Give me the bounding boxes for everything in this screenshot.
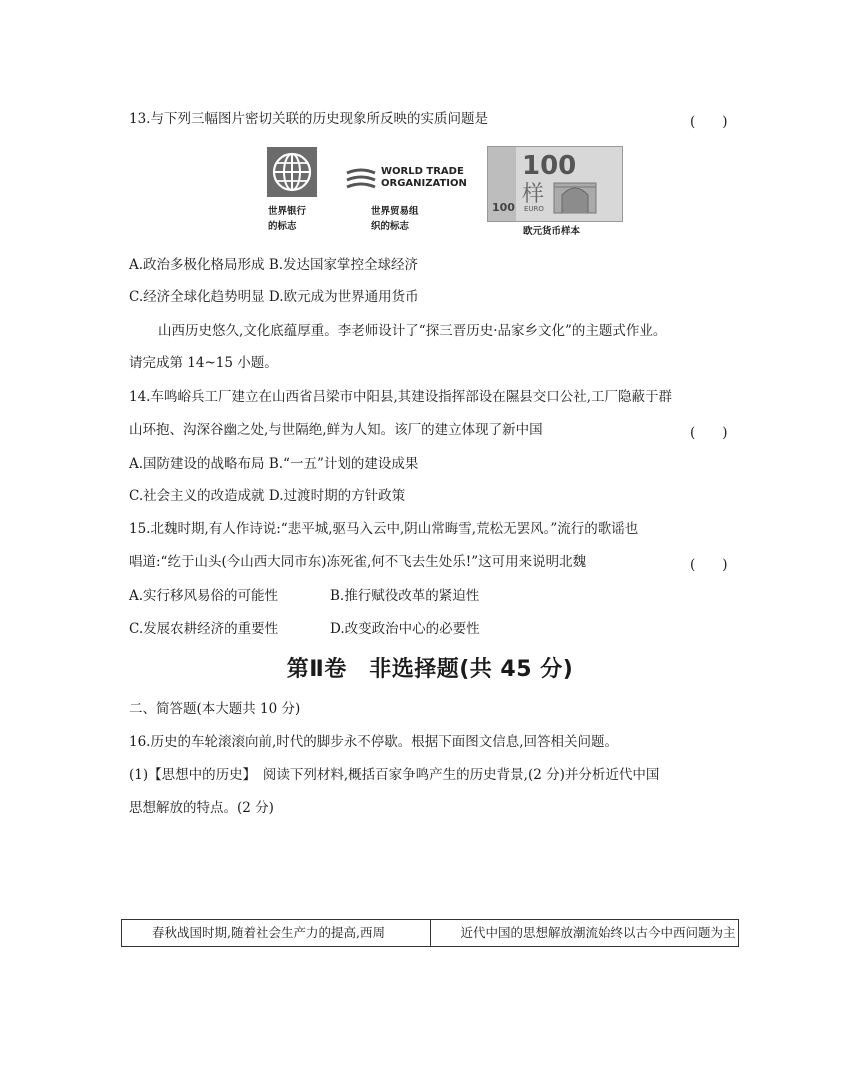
q13-options-ab: A.政治多极化格局形成 B.发达国家掌控全球经济: [129, 257, 419, 273]
q13-answer-paren: ( ): [690, 114, 728, 130]
q14-line-1: 14.车鸣峪兵工厂建立在山西省吕梁市中阳县,其建设指挥部设在隰县交口公社,工厂隐蔽于群: [129, 389, 673, 405]
q15-option-a: A.实行移风易俗的可能性: [129, 588, 279, 604]
euro-sample-text: 样: [522, 182, 545, 207]
q14-line-2: 山环抱、沟深谷幽之处,与世隔绝,鲜为人知。该厂的建立体现了新中国: [129, 422, 543, 438]
euro-arch-icon: [550, 175, 600, 215]
material-table: [121, 919, 739, 947]
euro-small-value: 100: [492, 201, 515, 214]
wto-swirl-icon: [343, 165, 379, 195]
material-table-left-cell: 春秋战国时期,随着社会生产力的提高,西周: [152, 925, 385, 940]
euro-caption: 欧元货币样本: [523, 226, 581, 237]
q14-options-ab: A.国防建设的战略布局 B.“一五”计划的建设成果: [129, 456, 419, 472]
q16-sub1-line-1: (1)【思想中的历史】 阅读下列材料,概括百家争鸣产生的历史背景,(2 分)并分析近代中国: [129, 767, 660, 783]
world-bank-logo: [267, 147, 317, 197]
q13-stem: 13.与下列三幅图片密切关联的历史现象所反映的实质问题是: [129, 111, 488, 127]
part2-heading: 二、简答题(本大题共 10 分): [129, 701, 301, 717]
q15-option-d: D.改变政治中心的必要性: [330, 621, 480, 637]
q14-options-cd: C.社会主义的改造成就 D.过渡时期的方针政策: [129, 488, 406, 504]
q16-stem: 16.历史的车轮滚滚向前,时代的脚步永不停歇。根据下面图文信息,回答相关问题。: [129, 734, 619, 750]
q15-answer-paren: ( ): [690, 557, 728, 573]
wto-caption: 世界贸易组 织的标志: [371, 206, 419, 232]
world-bank-caption: 世界银行 的标志: [268, 206, 307, 232]
section-title: 第Ⅱ卷 非选择题(共 45 分): [286, 657, 574, 682]
q13-options-cd: C.经济全球化趋势明显 D.欧元成为世界通用货币: [129, 289, 419, 305]
euro-word: EURO: [524, 205, 544, 213]
intro-line-2: 请完成第 14~15 小题。: [129, 355, 278, 371]
wto-logo-line2: ORGANIZATION: [381, 178, 467, 189]
q15-option-b: B.推行赋役改革的紧迫性: [330, 588, 480, 604]
q14-answer-paren: ( ): [690, 425, 728, 441]
wto-logo-line1: WORLD TRADE: [381, 166, 464, 177]
wto-logo: [343, 163, 467, 197]
q16-sub1-line-2: 思想解放的特点。(2 分): [129, 800, 274, 816]
material-table-right-cell: 近代中国的思想解放潮流始终以古今中西问题为主: [430, 920, 739, 946]
q15-line-2: 唱道:“纥于山头(今山西大同市东)冻死雀,何不飞去生处乐!”这可用来说明北魏: [129, 554, 587, 570]
euro-banknote-image: [487, 146, 623, 222]
intro-line-1: 山西历史悠久,文化底蕴厚重。李老师设计了“探三晋历史·品家乡文化”的主题式作业。: [158, 323, 667, 339]
globe-icon: [267, 147, 317, 197]
q15-option-c: C.发展农耕经济的重要性: [129, 621, 279, 637]
euro-value: 100: [522, 151, 577, 181]
q15-line-1: 15.北魏时期,有人作诗说:“悲平城,驱马入云中,阴山常晦雪,荒松无罢风。”流行的歌谣也: [129, 521, 639, 537]
